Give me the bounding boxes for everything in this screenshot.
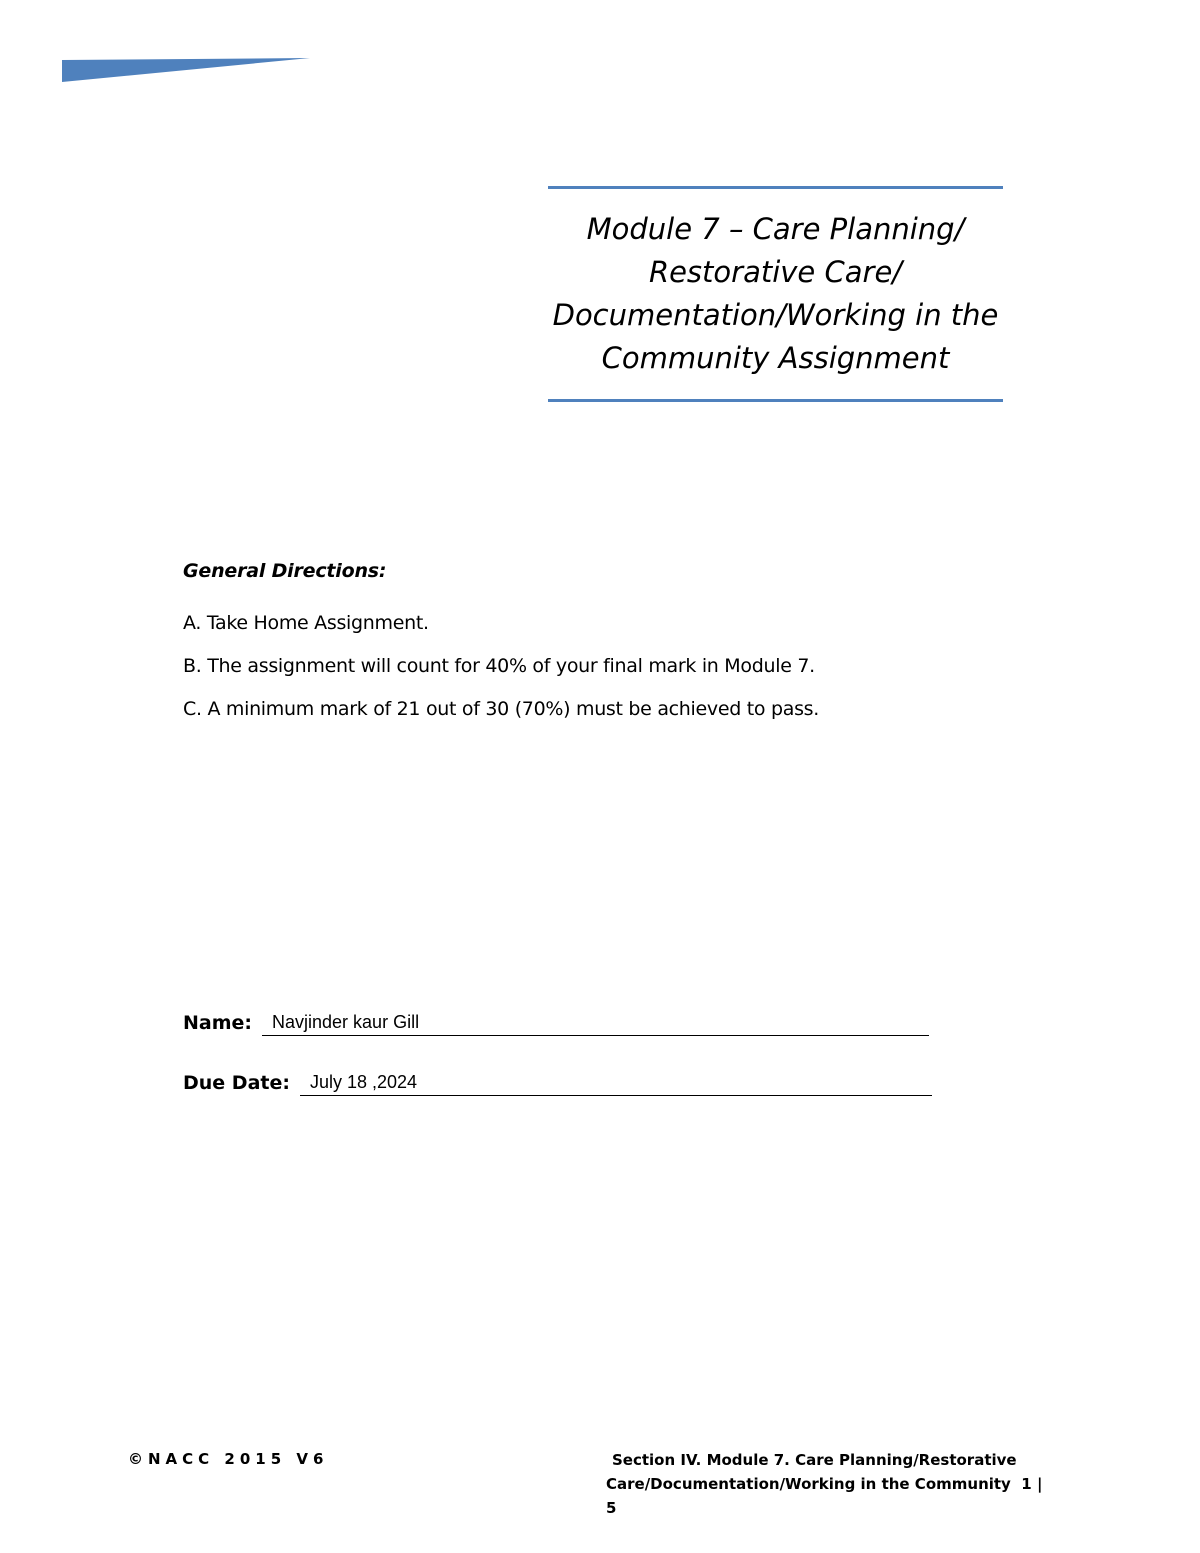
direction-item-a: A. Take Home Assignment. [183,612,429,634]
footer-section-line-1: Section IV. Module 7. Care Planning/Restorative [612,1451,1017,1469]
footer-section-info [560,1448,1046,1520]
header-wedge-shape [62,58,310,82]
name-field-row [183,1010,929,1036]
title-line-3: Documentation/Working in the [552,298,999,332]
name-label: Name: [183,1012,253,1034]
directions-list [183,612,983,720]
footer-copyright: ©NACC 2015 V6 [128,1450,329,1468]
due-date-field[interactable]: July 18 ,2024 [300,1071,932,1096]
page-number: 1 | 5 [606,1475,1043,1517]
footer-section-line-2-text: Care/Documentation/Working in the Community [606,1475,1011,1493]
general-directions [183,560,983,741]
footer-section-line-2 [560,1472,1046,1520]
title-block [548,186,1003,402]
direction-item-b: B. The assignment will count for 40% of your final mark in Module 7. [183,655,815,677]
due-date-label: Due Date: [183,1072,290,1094]
direction-item-c: C. A minimum mark of 21 out of 30 (70%) must be achieved to pass. [183,698,820,720]
due-date-field-row [183,1070,932,1096]
name-field[interactable]: Navjinder kaur Gill [262,1011,929,1036]
title-line-2: Restorative Care/ [648,255,903,289]
directions-heading: General Directions: [183,560,387,582]
document-title [548,208,1003,380]
blue-wedge-graphic [62,58,312,84]
title-line-1: Module 7 – Care Planning/ [586,212,965,246]
title-line-4: Community Assignment [601,341,950,375]
